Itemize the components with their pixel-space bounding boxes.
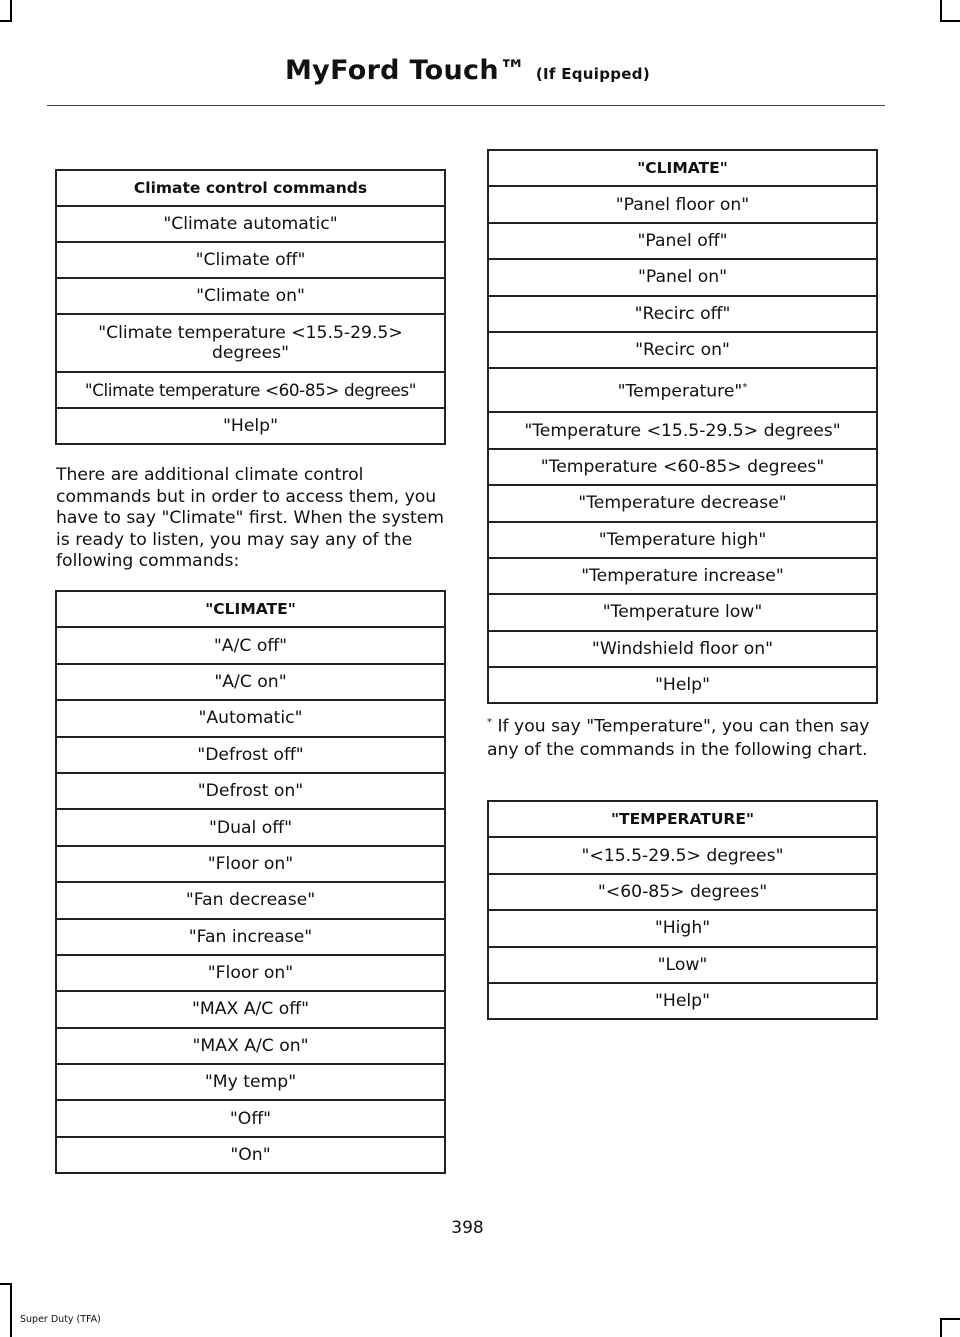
- table-row: "Temperature low": [488, 594, 877, 630]
- table-row: "Climate temperature <15.5-29.5> degrees": [56, 314, 445, 372]
- table-row: "High": [488, 910, 877, 946]
- table-header: "CLIMATE": [488, 150, 877, 186]
- page-title: [0, 55, 935, 86]
- table-row: "Windshield floor on": [488, 631, 877, 667]
- table-row: "My temp": [56, 1064, 445, 1100]
- crop-mark: [10, 1283, 12, 1337]
- table-row: "Fan increase": [56, 919, 445, 955]
- table-row: "Temperature <15.5-29.5> degrees": [488, 412, 877, 448]
- table-row: "Recirc off": [488, 296, 877, 332]
- page-title-main: MyFord Touch™: [285, 55, 527, 86]
- page-title-subtitle: (If Equipped): [535, 65, 650, 83]
- table-row: "Climate automatic": [56, 206, 445, 242]
- table-row: "Climate temperature <60-85> degrees": [56, 372, 445, 408]
- table-header: Climate control commands: [56, 170, 445, 206]
- table-row: "Recirc on": [488, 332, 877, 368]
- intro-paragraph: There are additional climate control commands but in order to access them, you have to say "Climate" first. When the system is ready to listen, you may say any of the following commands:: [56, 465, 445, 571]
- table-row: "Automatic": [56, 700, 445, 736]
- table-row: "Dual off": [56, 809, 445, 845]
- crop-mark: [940, 0, 942, 22]
- footnote-text: If you say "Temperature", you can then say any of the commands in the following chart.: [487, 716, 870, 761]
- climate-commands-table-1: [55, 590, 446, 1174]
- table-row: "MAX A/C on": [56, 1028, 445, 1064]
- table-row: "MAX A/C off": [56, 991, 445, 1027]
- table-row: "Help": [488, 667, 877, 703]
- table-row: "Panel on": [488, 259, 877, 295]
- footer-label: Super Duty (TFA): [20, 1314, 101, 1325]
- table-row: "Temperature <60-85> degrees": [488, 449, 877, 485]
- table-row: "Help": [488, 983, 877, 1019]
- climate-control-commands-table: [55, 169, 446, 445]
- table-row: "Off": [56, 1100, 445, 1136]
- table-row: "Fan decrease": [56, 882, 445, 918]
- table-header: "CLIMATE": [56, 591, 445, 627]
- crop-mark: [0, 1283, 12, 1285]
- table-row: "Floor on": [56, 955, 445, 991]
- table-row: "A/C on": [56, 664, 445, 700]
- temperature-commands-table: [487, 800, 878, 1020]
- table-row: "Low": [488, 947, 877, 983]
- crop-mark: [10, 0, 12, 22]
- footnote-marker: *: [487, 717, 492, 728]
- table-row: "Panel floor on": [488, 186, 877, 222]
- table-row-text: "Temperature": [617, 382, 743, 403]
- table-row: "Help": [56, 408, 445, 444]
- table-row: "On": [56, 1137, 445, 1173]
- table-row: "<15.5-29.5> degrees": [488, 837, 877, 873]
- table-row: "<60-85> degrees": [488, 874, 877, 910]
- crop-mark: [940, 20, 960, 22]
- header-rule: [47, 105, 885, 106]
- footnote-marker: *: [742, 382, 748, 394]
- table-row: "A/C off": [56, 627, 445, 663]
- footnote-paragraph: [487, 711, 882, 763]
- table-row: [488, 368, 877, 412]
- table-row: "Climate off": [56, 242, 445, 278]
- table-row: "Defrost on": [56, 773, 445, 809]
- crop-mark: [0, 20, 12, 22]
- crop-mark: [940, 1318, 942, 1337]
- table-row: "Climate on": [56, 278, 445, 314]
- crop-mark: [940, 1318, 960, 1320]
- table-row: "Defrost off": [56, 737, 445, 773]
- climate-commands-table-2: [487, 149, 878, 704]
- table-row: "Floor on": [56, 846, 445, 882]
- page-number: 398: [451, 1218, 484, 1238]
- table-row: "Temperature high": [488, 522, 877, 558]
- table-row: "Temperature decrease": [488, 485, 877, 521]
- table-header: "TEMPERATURE": [488, 801, 877, 837]
- table-row: "Panel off": [488, 223, 877, 259]
- table-row: "Temperature increase": [488, 558, 877, 594]
